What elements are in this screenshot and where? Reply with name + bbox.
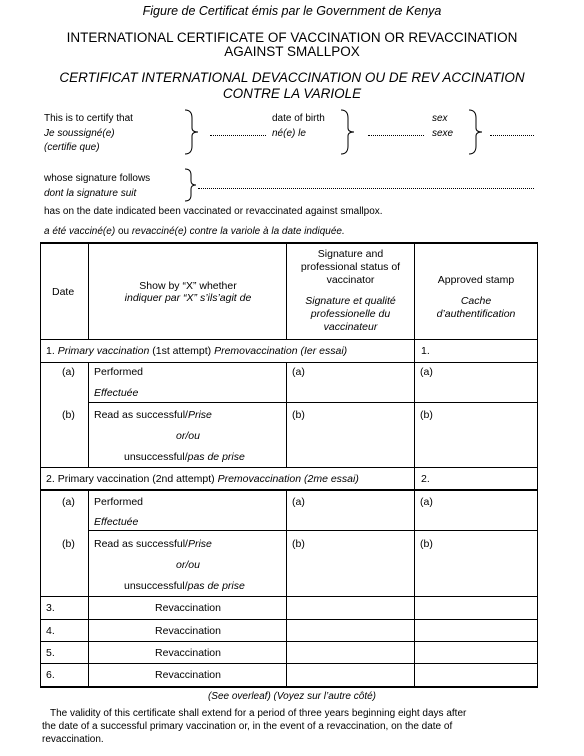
revac3-bottom (40, 619, 538, 620)
row-1b-read: Read as successful/Prise (94, 409, 212, 421)
revac-row-num: 5. (46, 647, 55, 659)
section2-col2-divider (286, 490, 287, 596)
sex-en: sex (432, 113, 448, 124)
row-2a-performed: Performed (94, 496, 144, 508)
col-show-en: Show by “X” whether (139, 280, 237, 292)
row-2a-label: (a) (62, 496, 75, 508)
section1-header-bottom (40, 362, 538, 363)
row-1a-sig-label: (a) (292, 366, 305, 378)
sex-fr: sexe (432, 128, 454, 139)
revac-col2-divider (286, 596, 287, 686)
see-overleaf: (See overleaf) (Voyez sur l’autre côté) (207, 691, 377, 702)
revac4-bottom (40, 641, 538, 642)
vaccinated-en: has on the date indicated been vaccinated or revaccinated against smallpox. (44, 206, 383, 217)
vaccinated-fr: a été vacciné(e) ou revacciné(e) contre la variole à la date indiquée. (44, 226, 345, 237)
name-field[interactable] (210, 135, 266, 136)
brace-icon (182, 167, 200, 203)
row-1a-stamp-label: (a) (420, 366, 433, 378)
col-stamp-fr2: d’authentification (436, 308, 516, 320)
col-date-header: Date (52, 286, 75, 298)
row-1b-or: or/ou (176, 430, 200, 442)
section2-col1-divider (88, 490, 89, 596)
row-1a-effectuee: Effectuée (94, 387, 139, 399)
table-top-border (40, 242, 538, 244)
title-en-line2: AGAINST SMALLPOX (224, 44, 360, 59)
validity-line3: revaccination. (42, 734, 104, 745)
revac-row-label: Revaccination (155, 625, 221, 637)
row-2b-stamp-label: (b) (420, 538, 433, 550)
row-1b-sig-label: (b) (292, 409, 305, 421)
section1-col2-divider (286, 362, 287, 467)
col-sig-fr2: professionelle du (310, 308, 391, 320)
brace-icon (338, 108, 358, 156)
revac-col1-divider (88, 596, 89, 686)
revac-row-num: 3. (46, 602, 55, 614)
col-sig-en2: professional status of (300, 261, 401, 273)
row-2a-effectuee: Effectuée (94, 516, 139, 528)
revac-row-num: 6. (46, 669, 55, 681)
row-1a-performed: Performed (94, 366, 144, 378)
title-en-line1: INTERNATIONAL CERTIFICATE OF VACCINATION OR REVACCINATION (66, 30, 518, 45)
row-2b-label: (b) (62, 538, 75, 550)
validity-line1: The validity of this certificate shall extend for a period of three years beginning eight days after (50, 708, 467, 719)
dob-field[interactable] (368, 135, 424, 136)
row-2b-or: or/ou (176, 559, 200, 571)
certify-fr2: (certifie que) (44, 142, 100, 153)
section2-bottom (40, 596, 538, 597)
certify-fr1: Je soussigné(e) (44, 128, 115, 139)
row-1b-stamp-label: (b) (420, 409, 433, 421)
revac-row-label: Revaccination (155, 647, 221, 659)
row-2a-bottom (88, 530, 538, 531)
row-2a-sig-label: (a) (292, 496, 305, 508)
section1-bottom (40, 467, 538, 468)
section1-col1-divider (88, 362, 89, 467)
row-2a-stamp-label: (a) (420, 496, 433, 508)
section1-title: 1. Primary vaccination (1st attempt) Premovaccination (Ier essai) (46, 345, 348, 357)
dob-fr: né(e) le (272, 128, 306, 139)
revac-row-label: Revaccination (155, 669, 221, 681)
table-bottom-border (40, 686, 538, 688)
validity-line2: the date of a successful primary vaccination or, in the event of a revaccination, on the date of (42, 721, 453, 732)
row-2b-sig-label: (b) (292, 538, 305, 550)
col-sig-fr3: vaccinateur (323, 321, 378, 333)
brace-icon (466, 108, 486, 156)
signature-en: whose signature follows (44, 173, 151, 184)
brace-icon (182, 108, 202, 156)
col-sig-en1: Signature and (317, 248, 384, 260)
signature-field[interactable] (198, 188, 534, 189)
table-header-bottom (40, 339, 538, 340)
certify-en: This is to certify that (44, 113, 133, 124)
figure-caption: Figure de Certificat émis par le Government de Kenya (142, 4, 442, 18)
table-right-border (537, 242, 538, 688)
signature-fr: dont la signature suit (44, 188, 137, 199)
section2-title: 2. Primary vaccination (2nd attempt) Premovaccination (2me essai) (46, 473, 359, 485)
col-show-fr: indiquer par “X” s’ils’agit de (124, 292, 252, 304)
col-stamp-fr1: Cache (460, 295, 492, 307)
col-sig-en3: vaccinator (326, 274, 375, 286)
row-1a-label: (a) (62, 366, 75, 378)
col-stamp-en: Approved stamp (437, 274, 515, 286)
row-1a-bottom (88, 402, 538, 403)
row-1b-label: (b) (62, 409, 75, 421)
col-sig-fr1: Signature et qualité (305, 295, 396, 307)
section1-stamp-num: 1. (421, 345, 430, 357)
revac-row-label: Revaccination (155, 602, 221, 614)
revac-row-num: 4. (46, 625, 55, 637)
row-2b-unsuccessful: unsuccessful/pas de prise (124, 580, 245, 592)
dob-en: date of birth (272, 113, 325, 124)
section2-header-bottom (40, 489, 538, 491)
title-fr-line1: CERTIFICAT INTERNATIONAL DEVACCINATION OU DE REV ACCINATION (59, 70, 525, 85)
header-col1-divider (88, 242, 89, 340)
row-2b-read: Read as successful/Prise (94, 538, 212, 550)
revac5-bottom (40, 663, 538, 664)
row-1b-unsuccessful: unsuccessful/pas de prise (124, 451, 245, 463)
section2-stamp-num: 2. (421, 473, 430, 485)
sex-field[interactable] (490, 135, 534, 136)
title-fr-line2: CONTRE LA VARIOLE (222, 86, 362, 101)
table-left-border (40, 242, 41, 688)
